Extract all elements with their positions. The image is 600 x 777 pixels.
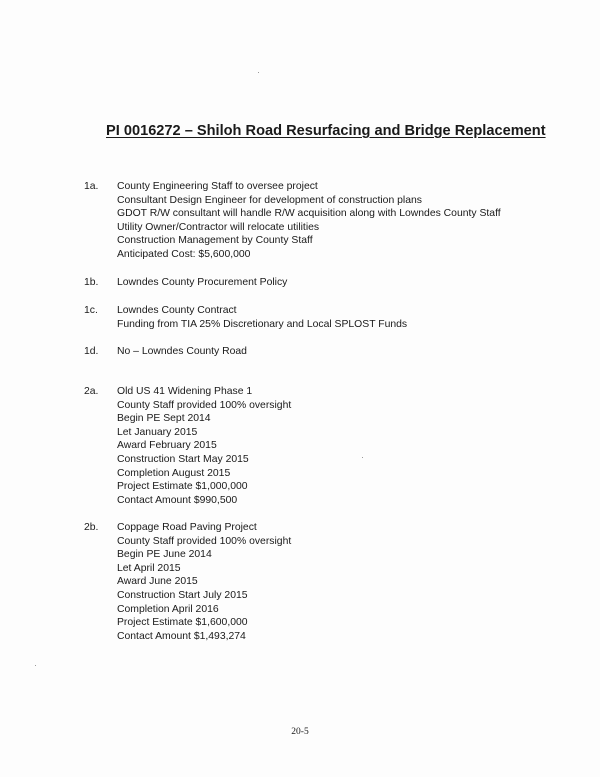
item-line: Coppage Road Paving Project xyxy=(117,522,257,533)
item-lines xyxy=(117,180,557,262)
document-title: PI 0016272 – Shiloh Road Resurfacing and Bridge Replacement xyxy=(106,123,546,139)
item-line: Lowndes County Contract xyxy=(117,305,237,316)
scan-speck xyxy=(362,457,363,458)
item-line: County Staff provided 100% oversight xyxy=(117,399,292,411)
item-number: 1c. xyxy=(84,305,98,316)
item-line: Lowndes County Procurement Policy xyxy=(117,277,288,288)
item-number: 2b. xyxy=(84,522,99,533)
item-line: Completion August 2015 xyxy=(117,467,231,479)
item-line: Construction Start July 2015 xyxy=(117,589,248,601)
item-line: Begin PE June 2014 xyxy=(117,549,212,561)
item-line: Project Estimate $1,600,000 xyxy=(117,617,248,629)
item-line: Funding from TIA 25% Discretionary and Local SPLOST Funds xyxy=(117,318,408,330)
item-line: Let April 2015 xyxy=(117,562,181,574)
item-line: Old US 41 Widening Phase 1 xyxy=(117,386,253,397)
item-line: Contact Amount $1,493,274 xyxy=(117,630,246,642)
item-line: Project Estimate $1,000,000 xyxy=(117,481,248,493)
scan-speck xyxy=(35,665,36,666)
item-number: 1b. xyxy=(84,277,99,288)
item-lines xyxy=(117,345,557,359)
item-lines xyxy=(117,521,557,643)
item-line: Contact Amount $990,500 xyxy=(117,494,238,506)
item-line: County Engineering Staff to oversee project xyxy=(117,181,318,192)
item-line: No – Lowndes County Road xyxy=(117,346,247,357)
item-number: 2a. xyxy=(84,386,99,397)
item-lines xyxy=(117,304,557,331)
item-line: Construction Management by County Staff xyxy=(117,235,313,247)
item-lines xyxy=(117,276,557,290)
scan-speck xyxy=(258,72,259,73)
item-line: Construction Start May 2015 xyxy=(117,453,249,465)
item-line: Award February 2015 xyxy=(117,440,217,452)
item-line: Consultant Design Engineer for development of construction plans xyxy=(117,194,422,206)
page-number: 20-5 xyxy=(291,727,309,737)
item-line: County Staff provided 100% oversight xyxy=(117,535,292,547)
item-line: Award June 2015 xyxy=(117,576,198,588)
item-line: GDOT R/W consultant will handle R/W acquisition along with Lowndes County Staff xyxy=(117,208,501,220)
item-line: Utility Owner/Contractor will relocate utilities xyxy=(117,221,320,233)
item-number: 1a. xyxy=(84,181,99,192)
item-line: Completion April 2016 xyxy=(117,603,219,615)
item-lines xyxy=(117,385,557,507)
item-line: Anticipated Cost: $5,600,000 xyxy=(117,248,251,260)
item-line: Begin PE Sept 2014 xyxy=(117,413,211,425)
item-number: 1d. xyxy=(84,346,99,357)
item-line: Let January 2015 xyxy=(117,426,198,438)
